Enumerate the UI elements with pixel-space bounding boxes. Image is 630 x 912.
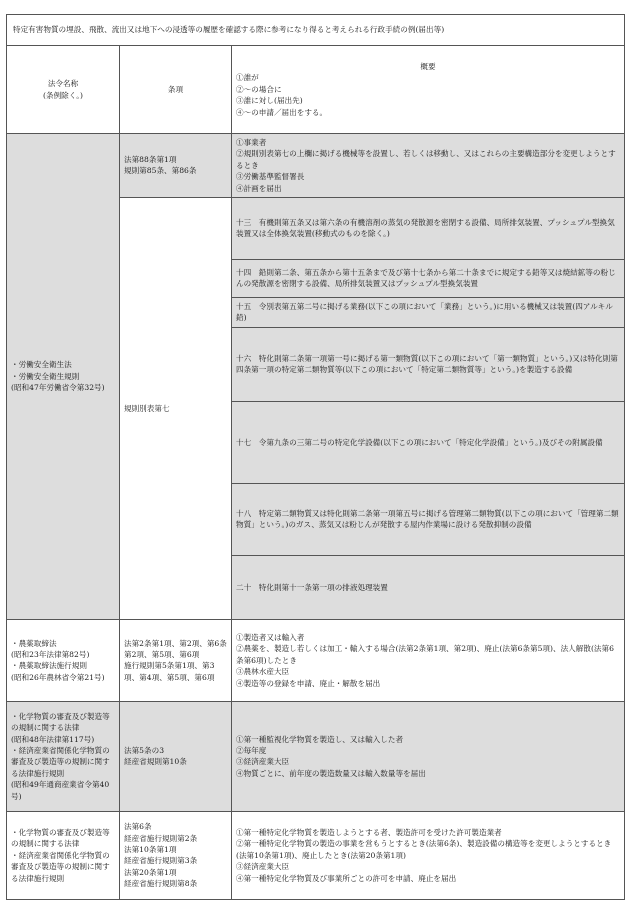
article-cell-kashinho-2: 法第6条 経産省施行規則第2条 法第10条第1項 経産省施行規則第3条 法第20条第1項 経産省施行規則第8条 [120, 811, 232, 899]
law-cell-noyaku: ・農薬取締法 (昭和23年法律第82号) ・農薬取締法施行規則 (昭和26年農林省令第21号) [7, 619, 120, 701]
summary-cell-kashinho-1: ①第一種監視化学物質を製造し、又は輸入した者 ②毎年度 ③経済産業大臣 ④物質ごとに、前年度の製造数量又は輸入数量等を届出 [232, 701, 625, 811]
summary-cell-noyaku: ①製造者又は輸入者 ②農薬を、製造し若しくは加工・輸入する場合(法第2条第1項、第2項)、廃止(法第6条第5項)、法人解散(法第6条第6項)したとき ③農林水産大臣 ④製造等の登録を申請、廃止・解散を届出 [232, 619, 625, 701]
table-title: 特定有害物質の埋設、飛散、流出又は地下への浸透等の履歴を確認する際に参考になり得ると考えられる行政手続の例(届出等) [7, 15, 625, 46]
header-summary: 概要 ①誰が ②～の場合に ③誰に対し(届出先) ④～の申請／届出をする。 [232, 46, 625, 134]
procedures-table [6, 14, 625, 900]
article-cell-noyaku: 法第2条第1項、第2項、第6条第2項、第5項、第6項 施行規則第5条第1項、第3項、第4項、第5項、第6項 [120, 619, 232, 701]
header-law-name: 法令名称 (条例除く。) [7, 46, 120, 134]
item-16: 十六 特化則第二条第一項第一号に掲げる第一類物質(以下この項において「第一類物質」という。)又は特化則第四条第一項の特定第二類物質等(以下この項において「特定第二類物質等」という。)を製造する設備 [232, 327, 625, 401]
item-15: 十五 令別表第五第二号に掲げる業務(以下この項において「業務」という。)に用いる機械又は装置(四アルキル鉛) [232, 297, 625, 327]
summary-cell-kashinho-2: ①第一種特定化学物質を製造しようとする者、製造許可を受けた許可製造業者 ②第一種特定化学物質の製造の事業を営もうとするとき(法第6条)、製造設備の構造等を変更しようとするとき(法第10条第1項)、廃止したとき(法第20条第1項) ③経済産業大臣 ④第一種特定化学物質及び事業所ごとの許可を申請、廃止を届出 [232, 811, 625, 899]
item-14: 十四 鉛則第二条、第五条から第十五条まで及び第十七条から第二十条までに規定する鉛等又は焼結鉱等の粉じんの発散源を密閉する設備、局所排気装置又はプッシュプル型換気装置 [232, 259, 625, 297]
item-20: 二十 特化則第十一条第一項の排液処理装置 [232, 555, 625, 619]
article-cell-anzen-1: 法第88条第1項 規則第85条、第86条 [120, 134, 232, 198]
article-cell-anzen-2: 規則別表第七 [120, 197, 232, 619]
article-cell-kashinho-1: 法第5条の3 経産省規則第10条 [120, 701, 232, 811]
summary-cell-anzen-1: ①事業者 ②規則別表第七の上欄に掲げる機械等を設置し、若しくは移動し、又はこれらの主要構造部分を変更しようとするとき ③労働基準監督署長 ④計画を届出 [232, 134, 625, 198]
law-cell-kashinho-2: ・化学物質の審査及び製造等の規制に関する法律 ・経済産業省関係化学物質の審査及び製造等の規制に関する法律施行規則 [7, 811, 120, 899]
item-13: 十三 有機則第五条又は第六条の有機溶剤の蒸気の発散源を密閉する設備、局所排気装置、プッシュプル型換気装置又は全体換気装置(移動式のものを除く。) [232, 197, 625, 259]
item-17: 十七 令第九条の三第二号の特定化学設備(以下この項において「特定化学設備」という。)及びその附属設備 [232, 401, 625, 483]
law-cell-kashinho-1: ・化学物質の審査及び製造等の規制に関する法律 (昭和48年法律第117号) ・経済産業省関係化学物質の審査及び製造等の規制に関する法律施行規則 (昭和49年通商産業省令第40号) [7, 701, 120, 811]
law-cell-anzen: ・労働安全衛生法 ・労働安全衛生規則 (昭和47年労働省令第32号) [7, 134, 120, 620]
item-18: 十八 特定第二類物質又は特化則第二条第一項第五号に掲げる管理第二類物質(以下この項において「管理第二類物質」という。)のガス、蒸気又は粉じんが発散する屋内作業場に設ける発散抑制の設備 [232, 483, 625, 555]
header-article: 条項 [120, 46, 232, 134]
